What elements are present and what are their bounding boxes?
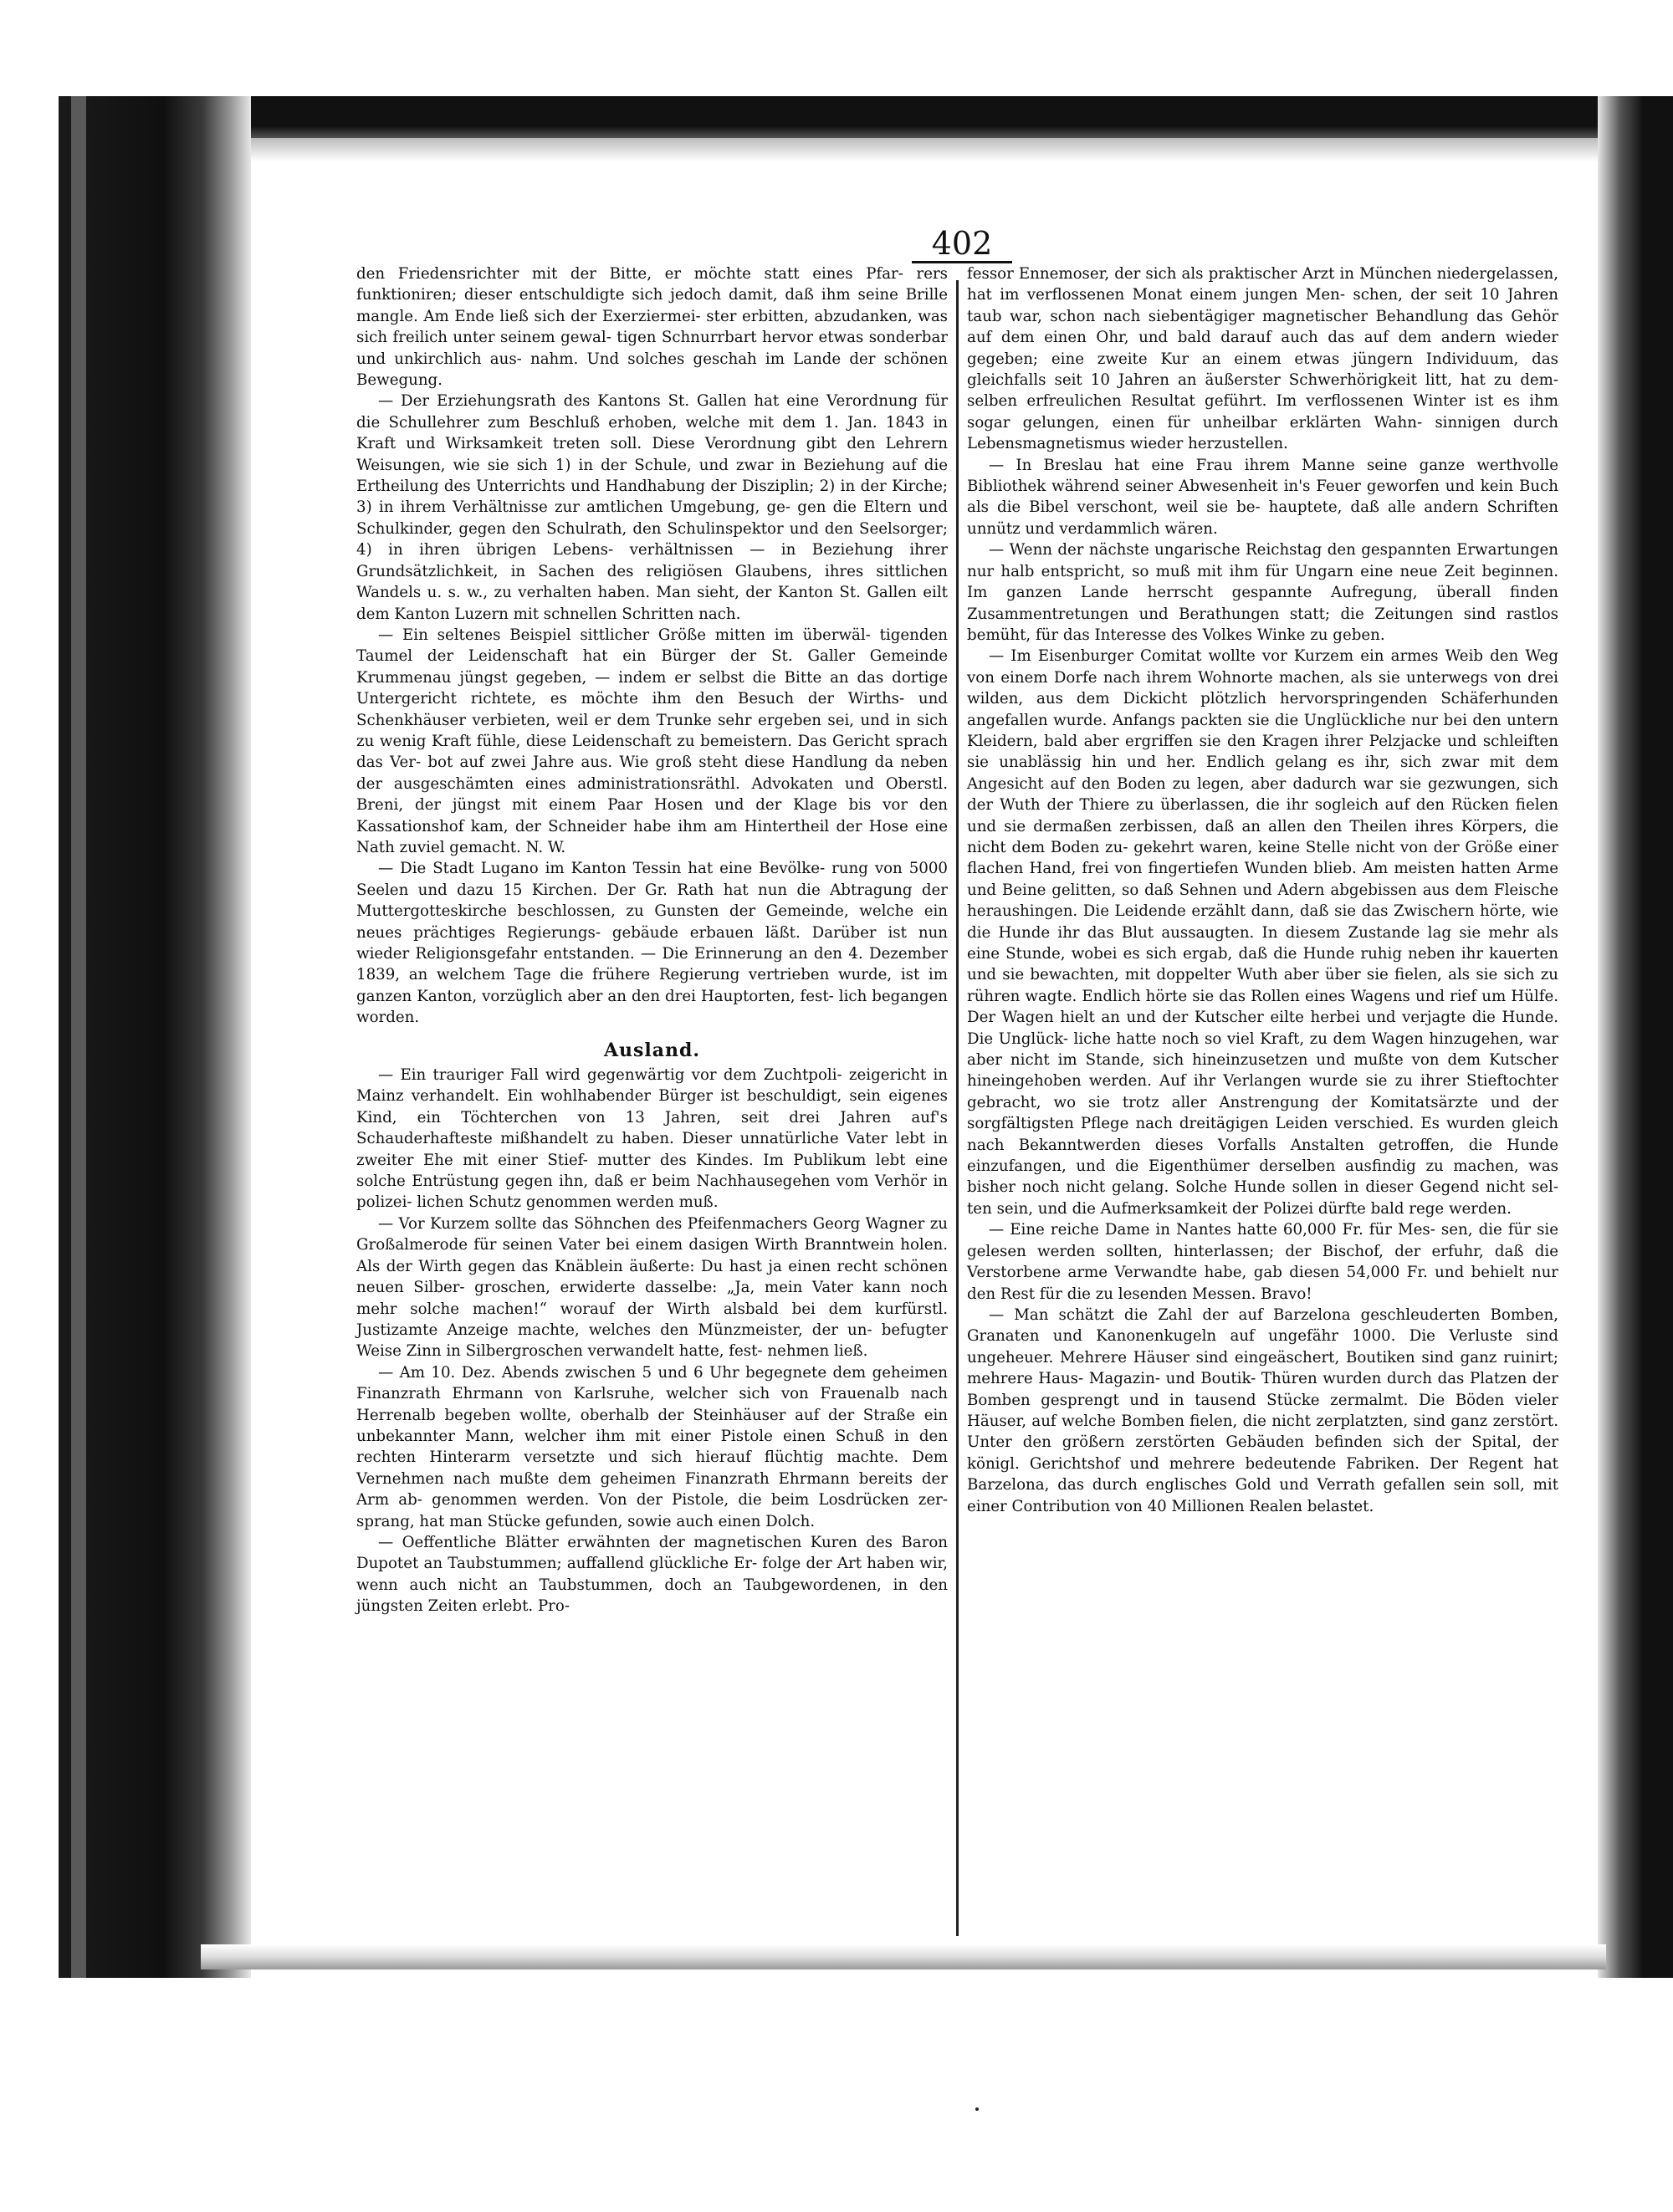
article-paragraph: — Am 10. Dez. Abends zwischen 5 und 6 Uhr begegnete dem geheimen Finanzrath Ehrmann von Karlsruhe, welcher sich von Frauenalb nach Herrenalb begeben wollte, oberhalb der Steinhäuser auf der Straße ein unbekannter Mann, welcher ihm mit einer Pistole einen Schuß in den rechten Hinterarm versetzte und sich hierauf flüchtig machte. Dem Vernehmen nach mußte dem geheimen Finanzrath Ehrmann bereits der Arm ab- genommen werden. Von der Pistole, die beim Losdrücken zer- sprang, hat man Stücke gefunden, sowie auch einen Dolch. [356,1363,948,1530]
page-bottom-edge [201,1944,1606,1969]
left-column [356,263,948,1617]
book-right-edge [1598,96,1673,1978]
article-paragraph: — In Breslau hat eine Frau ihrem Manne seine ganze werthvolle Bibliothek während seiner Abwesenheit in's Feuer geworfen und kein Buch als die Bibel verschont, weil sie be- hauptete, daß alle andern Schriften unnütz und verdammlich wären. [967,456,1558,538]
article-paragraph: — Vor Kurzem sollte das Söhnchen des Pfeifenmachers Georg Wagner zu Großalmerode für seinen Vater bei einem dasigen Wirth Branntwein holen. Als der Wirth gegen das Knäblein äußerte: Du hast ja einen recht schönen neuen Silber- groschen, erwiderte dasselbe: „Ja, mein Vater kann noch mehr solche machen!“ worauf der Wirth alsbald bei dem kurfürstl. Justizamte Anzeige machte, welches den Münzmeister, der un- befugter Weise Zinn in Silbergroschen verwandelt hatte, fest- nehmen ließ. [356,1214,948,1361]
article-paragraph: den Friedensrichter mit der Bitte, er möchte statt eines Pfar- rers funktioniren; dieser entschuldigte sich jedoch damit, daß ihm seine Brille mangle. Am Ende ließ sich der Exerziermei- ster erbitten, abzudanken, was sich freilich unter seinem gewal- tigen Schnurrbart hervor etwas sonderbar und unkirchlich aus- nahm. Und solches geschah im Lande der schönen Bewegung. [356,265,948,390]
page-number: 402 [912,226,1012,263]
article-paragraph: — Man schätzt die Zahl der auf Barzelona geschleuderten Bomben, Granaten und Kanonenkugeln auf ungefähr 1000. Die Verluste sind ungeheuer. Mehrere Häuser sind eingeäschert, Boutiken sind ganz ruinirt; mehrere Haus- Magazin- und Boutik- Thüren wurden durch das Platzen der Bomben gesprengt und in tausend Stücke zermalmt. Die Böden vieler Häuser, auf welche Bomben fielen, die nicht zerplatzten, sind ganz zerstört. Unter den größern zerstörten Gebäuden befinden sich der Spital, der königl. Gerichtshof und mehrere bedeutende Fabriken. Der Regent hat Barzelona, das durch englisches Gold und Verrath gefallen sein soll, mit einer Contribution von 40 Millionen Realen belastet. [967,1305,1558,1515]
scan-speck [975,2107,979,2111]
section-heading-ausland: Ausland. [603,1039,701,1061]
binding-stripe [71,96,86,1978]
article-paragraph: — Ein seltenes Beispiel sittlicher Größe mitten im überwäl- tigenden Taumel der Leidenschaft hat ein Bürger der St. Galler Gemeinde Krummenau jüngst gegeben, — indem er selbst die Bitte an das dortige Untergericht richtete, es möchte ihm den Besuch der Wirths- und Schenkhäuser verbieten, weil er dem Trunke sehr ergeben sei, und in sich zu wenig Kraft fühle, diese Leidenschaft zu bemeistern. Das Gericht sprach das Ver- bot auf zwei Jahre aus. Wie groß steht diese Handlung da neben der ausgeschämten eines administrationsräthl. Advokaten und Oberstl. Breni, der jüngst mit einem Paar Hosen und der Klage bis vor den Kassationshof kam, der Schneider habe ihm am Hintertheil der Hose eine Nath zuviel gemacht. N. W. [356,626,948,856]
article-paragraph: fessor Ennemoser, der sich als praktischer Arzt in München niedergelassen, hat im verflossenen Monat einem jungen Men- schen, der seit 10 Jahren taub war, schon nach siebentägiger magnetischer Behandlung das Gehör auf dem einen Ohr, und bald darauf auch das auf dem andern wieder gegeben; eine zweite Kur an einem etwas jüngern Individuum, das gleichfalls seit 10 Jahren an äußerster Schwerhörigkeit litt, hat zu dem- selben erfreulichen Resultat geführt. Im verflossenen Winter ist es ihm sogar gelungen, einen für unheilbar erklärten Wahn- sinnigen durch Lebensmagnetismus wieder herzustellen. [967,265,1558,453]
article-paragraph: — Eine reiche Dame in Nantes hatte 60,000 Fr. für Mes- sen, die für sie gelesen werden sollten, hinterlassen; der Bischof, der erfuhr, daß die Verstorbene arme Verwandte habe, gab diesen 54,000 Fr. und behielt nur den Rest für die zu lesenden Messen. Bravo! [967,1221,1558,1303]
left-paragraphs-after [356,1065,948,1617]
article-paragraph: — Oeffentliche Blätter erwähnten der magnetischen Kuren des Baron Dupotet an Taubstummen; auffallend glückliche Er- folge der Art haben wir, wenn auch nicht an Taubstummen, doch an Taubgewordenen, in den jüngsten Zeiten erlebt. Pro- [356,1533,948,1616]
book-binding [59,96,251,1978]
page-top-shadow [251,138,1606,161]
article-paragraph: — Der Erziehungsrath des Kantons St. Gallen hat eine Verordnung für die Schullehrer zum Beschluß erhoben, welche mit dem 1. Jan. 1843 in Kraft und Wirksamkeit treten soll. Diese Verordnung gibt den Lehrern Weisungen, wie sie sich 1) in der Schule, und zwar in Beziehung auf die Ertheilung des Unterrichts und Handhabung der Disziplin; 2) in der Kirche; 3) in ihrem Verhältnisse zur amtlichen Umgebung, ge- gen die Eltern und Schulkinder, gegen den Schulrath, den Schulinspektor und den Seelsorger; 4) in ihren übrigen Lebens- verhältnissen — in Beziehung ihrer Grundsätzlichkeit, in Sachen des religiösen Glaubens, ihres sittlichen Wandels u. s. w., zu verhalten haben. Man sieht, der Kanton St. Gallen eilt dem Kanton Luzern mit schnellen Schritten nach. [356,392,948,623]
article-paragraph: — Wenn der nächste ungarische Reichstag den gespannten Erwartungen nur halb entspricht, so muß mit ihm für Ungarn eine neue Zeit beginnen. Im ganzen Lande herrscht gespannte Aufregung, überall finden Zusammentretungen und Berathungen statt; die Zeitungen sind rastlos bemüht, für das Interesse des Volkes Winke zu geben. [967,541,1558,644]
article-paragraph: — Im Eisenburger Comitat wollte vor Kurzem ein armes Weib den Weg von einem Dorfe nach ihrem Wohnorte machen, als sie unterwegs von drei wilden, aus dem Dickicht plötzlich hervorspringenden Schäferhunden angefallen wurde. Anfangs packten sie die Unglückliche nur bei den untern Kleidern, bald aber ergriffen sie den Kragen ihrer Pelzjacke und schleiften sie unablässig hin und her. Endlich gelang es ihr, sich zwar mit dem Angesicht auf den Boden zu legen, aber dadurch war sie gezwungen, sich der Wuth der Thiere zu überlassen, die ihr sogleich auf den Rücken fielen und sie dermaßen zerbissen, daß an allen den Theilen ihres Körpers, die nicht dem Boden zu- gekehrt waren, keine Stelle nicht von der Größe einer flachen Hand, frei von fingertiefen Wunden blieb. Am meisten hatten Arme und Beine gelitten, so daß Sehnen und Adern abgebissen aus dem Fleische heraushingen. Die Leidende erzählt dann, daß sie das Zwischern hörte, wie die Hunde ihr das Blut aussaugten. In diesem Zustande lag sie mehr als eine Stunde, wobei es sich ergab, daß die Hunde ruhig neben ihr kauerten und sie bewachten, mit doppelter Wuth aber über sie fielen, als sie sich zu rühren wagte. Endlich hörte sie das Rollen eines Wagens und rief um Hülfe. Der Wagen hielt an und der Kutscher eilte herbei und verjagte die Hunde. Die Unglück- liche hatte noch so viel Kraft, zu dem Wagen hinzugehen, war aber nicht im Stande, sich hineinzusetzen und mußte von dem Kutscher hineingehoben werden. Auf ihr Verlangen wurde sie zu ihrer Stieftochter gebracht, wo sie trotz aller Anstrengung der Komitatsärzte und der sorgfältigsten Pflege nach dreitägigen Leiden verschied. Es wurden gleich nach Bekanntwerden dieses Vorfalls Anstalten getroffen, die Hunde einzufangen, und die Eigenthümer derselben ausfindig zu machen, was bisher noch nicht gelang. Solche Hunde sollen in dieser Gegend nicht sel- ten sein, und die Aufmerksamkeit der Polizei dürfte bald rege werden. [967,647,1558,1218]
article-paragraph: — Ein trauriger Fall wird gegenwärtig vor dem Zuchtpoli- zeigericht in Mainz verhandelt. Ein wohlhabender Bürger ist beschuldigt, sein eigenes Kind, ein Töchterchen von 13 Jahren, seit drei Jahren auf's Schauderhafteste mißhandelt zu haben. Dieser unnatürliche Vater lebt in zweiter Ehe mit einer Stief- mutter des Kindes. Im Publikum lebt eine solche Entrüstung gegen ihn, daß er beim Nachhausegehen vom Verhör in polizei- lichen Schutz genommen werden muß. [356,1066,948,1212]
left-paragraphs [356,263,948,1029]
right-column [967,263,1558,1517]
column-divider [956,280,959,1936]
article-paragraph: — Die Stadt Lugano im Kanton Tessin hat eine Bevölke- rung von 5000 Seelen und dazu 15 Kirchen. Der Gr. Rath hat nun die Abtragung der Muttergotteskirche beschlossen, zu Gunsten der Gemeinde, welche ein neues prächtiges Regierungs- gebäude erbauen läßt. Darüber ist nun wieder Religionsgefahr entstanden. — Die Erinnerung an den 4. Dezember 1839, an welchem Tage die frühere Regierung vertrieben wurde, ist im ganzen Kanton, vorzüglich aber an den drei Hauptorten, fest- lich begangen worden. [356,860,948,1027]
